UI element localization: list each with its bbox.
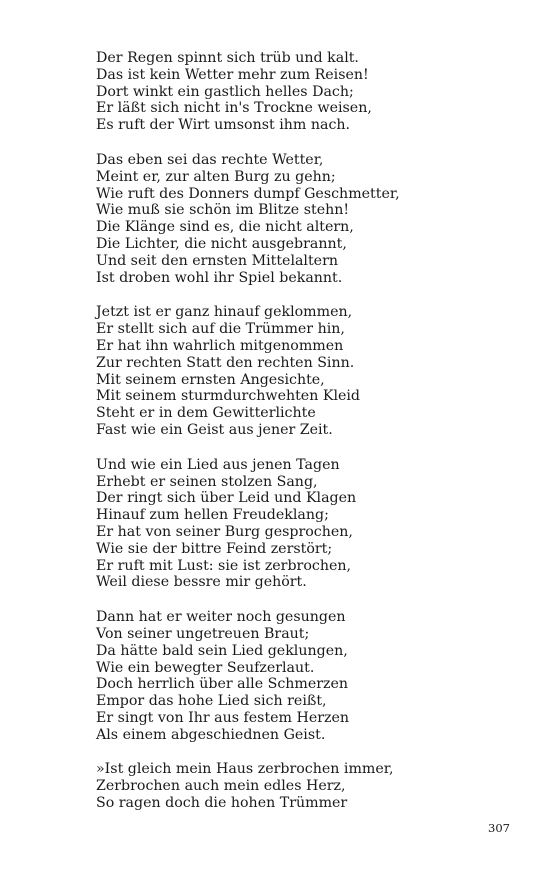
poem-line: »Ist gleich mein Haus zerbrochen immer, (96, 761, 394, 778)
poem-line: Zerbrochen auch mein edles Herz, (96, 778, 346, 795)
poem-line: Wie sie der bittre Feind zerstört; (96, 540, 333, 557)
poem-line: Es ruft der Wirt umsonst ihm nach. (96, 117, 351, 134)
stanza (96, 761, 516, 811)
poem-line: Er ruft mit Lust: sie ist zerbrochen, (96, 557, 352, 574)
poem-line: Das ist kein Wetter mehr zum Reisen! (96, 66, 369, 83)
poem-line: Der ringt sich über Leid und Klagen (96, 490, 357, 507)
poem-line: So ragen doch die hohen Trümmer (96, 795, 348, 812)
poem-line: Wie ein bewegter Seufzerlaut. (96, 659, 315, 676)
stanza (96, 304, 516, 438)
poem-line: Er läßt sich nicht in's Trockne weisen, (96, 100, 372, 117)
stanza (96, 609, 516, 743)
poem-line: Als einem abgeschiednen Geist. (96, 726, 326, 743)
poem-line: Er hat ihn wahrlich mitgenommen (96, 337, 344, 354)
poem-line: Da hätte bald sein Lied geklungen, (96, 642, 348, 659)
poem-line: Wie muß sie schön im Blitze stehn! (96, 202, 350, 219)
stanza (96, 152, 516, 286)
poem-line: Jetzt ist er ganz hinauf geklommen, (96, 304, 353, 321)
poem-line: Und wie ein Lied aus jenen Tagen (96, 456, 340, 473)
poem-line: Zur rechten Statt den rechten Sinn. (96, 354, 355, 371)
poem-line: Empor das hohe Lied sich reißt, (96, 693, 327, 710)
poem-line: Er stellt sich auf die Trümmer hin, (96, 321, 345, 338)
poem-line: Doch herrlich über alle Schmerzen (96, 676, 349, 693)
page-number: 307 (488, 821, 510, 835)
poem-line: Und seit den ernsten Mittelaltern (96, 252, 338, 269)
poem-line: Der Regen spinnt sich trüb und kalt. (96, 50, 359, 66)
poem-line: Die Lichter, die nicht ausgebrannt, (96, 235, 347, 252)
poem-line: Dort winkt ein gastlich helles Dach; (96, 83, 354, 100)
poem-line: Fast wie ein Geist aus jener Zeit. (96, 421, 333, 438)
stanza (96, 457, 516, 591)
poem-line: Die Klänge sind es, die nicht altern, (96, 219, 354, 236)
poem-line: Er hat von seiner Burg gesprochen, (96, 523, 353, 540)
poem-text (96, 50, 516, 830)
poem-line: Er singt von Ihr aus festem Herzen (96, 709, 350, 726)
poem-line: Dann hat er weiter noch gesungen (96, 609, 346, 626)
poem-line: Das eben sei das rechte Wetter, (96, 151, 324, 168)
poem-line: Hinauf zum hellen Freudeklang; (96, 507, 329, 524)
poem-line: Ist droben wohl ihr Spiel bekannt. (96, 269, 343, 286)
poem-line: Steht er in dem Gewitterlichte (96, 405, 316, 422)
poem-line: Mit seinem sturmdurchwehten Kleid (96, 388, 360, 405)
poem-line: Mit seinem ernsten Angesichte, (96, 371, 325, 388)
poem-line: Von seiner ungetreuen Braut; (96, 625, 310, 642)
stanza (96, 50, 516, 134)
poem-line: Wie ruft des Donners dumpf Geschmetter, (96, 185, 400, 202)
poem-line: Erhebt er seinen stolzen Sang, (96, 473, 318, 490)
poem-line: Weil diese bessre mir gehört. (96, 574, 307, 591)
poem-line: Meint er, zur alten Burg zu gehn; (96, 168, 336, 185)
